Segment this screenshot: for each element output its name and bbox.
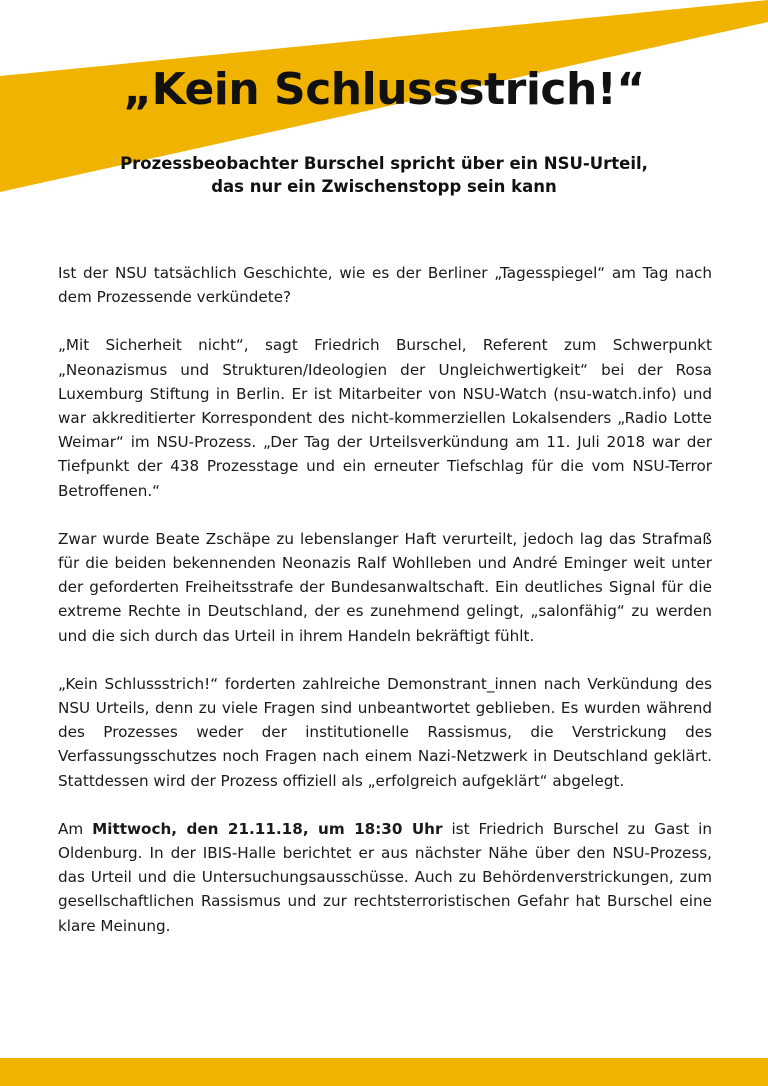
event-lead: Am [58, 819, 93, 838]
paragraph-3: Zwar wurde Beate Zschäpe zu lebenslanger Haft verurteilt, jedoch lag das Strafmaß für die beiden bekennenden Neonazis Ralf Wohlleben und André Eminger weit unter der geforderten Freiheitsstrafe der Bundesanwaltschaft. Ein deutliches Signal für die extreme Rechte in Deutschland, der es zunehmend gelingt, „salonfähig“ zu werden und die sich durch das Urteil in ihrem Handeln bekräftigt fühlt. [58, 529, 712, 645]
subtitle [0, 152, 768, 198]
footer-bar [0, 1058, 768, 1086]
page-title: „Kein Schlussstrich!“ [123, 64, 645, 115]
paragraph-1: Ist der NSU tatsächlich Geschichte, wie es der Berliner „Tagesspiegel“ am Tag nach dem Prozessende verkündete? [58, 264, 712, 307]
paragraph-2: „Mit Sicherheit nicht“, sagt Friedrich Burschel, Referent zum Schwerpunkt „Neonazismus und Strukturen/Ideologien der Ungleichwertigkeit“ bei der Rosa Luxemburg Stiftung in Berlin. Er ist Mitarbeiter von NSU-Watch (nsu-watch.info) und war akkreditierter Korrespondent des nicht-kommerziellen Lokalsenders „Radio Lotte Weimar“ im NSU-Prozess. „Der Tag der Urteilsverkündung am 11. Juli 2018 war der Tiefpunkt der 438 Prozesstage und ein erneuter Tiefschlag für die vom NSU-Terror Betroffenen.“ [58, 336, 712, 500]
event-details: ist Friedrich Burschel zu Gast in Oldenburg. In der IBIS-Halle berichtet er aus nächster Nähe über den NSU-Prozess, das Urteil und die Untersuchungsausschüsse. Auch zu Behördenverstrickungen, zum gesellschaftlichen Rassismus und zur rechtsterroristischen Gefahr hat Burschel eine klare Meinung. [58, 819, 713, 935]
event-date-time: Mittwoch, den 21.11.18, um 18:30 Uhr [92, 819, 443, 838]
paragraph-5 [58, 817, 712, 938]
article-body [58, 261, 712, 962]
paragraph-4: „Kein Schlussstrich!“ forderten zahlreiche Demonstrant_innen nach Verkündung des NSU Urteils, denn zu viele Fragen sind unbeantwortet geblieben. Es wurden während des Prozesses weder der institutionelle Rassismus, die Verstrickung des Verfassungsschutzes noch Fragen nach einem Nazi-Netzwerk in Deutschland geklärt. Stattdessen wird der Prozess offiziell als „erfolgreich aufgeklärt“ abgelegt. [58, 674, 712, 790]
subtitle-line-2: das nur ein Zwischenstopp sein kann [211, 177, 557, 196]
subtitle-line-1: Prozessbeobachter Burschel spricht über ein NSU-Urteil, [120, 154, 648, 173]
